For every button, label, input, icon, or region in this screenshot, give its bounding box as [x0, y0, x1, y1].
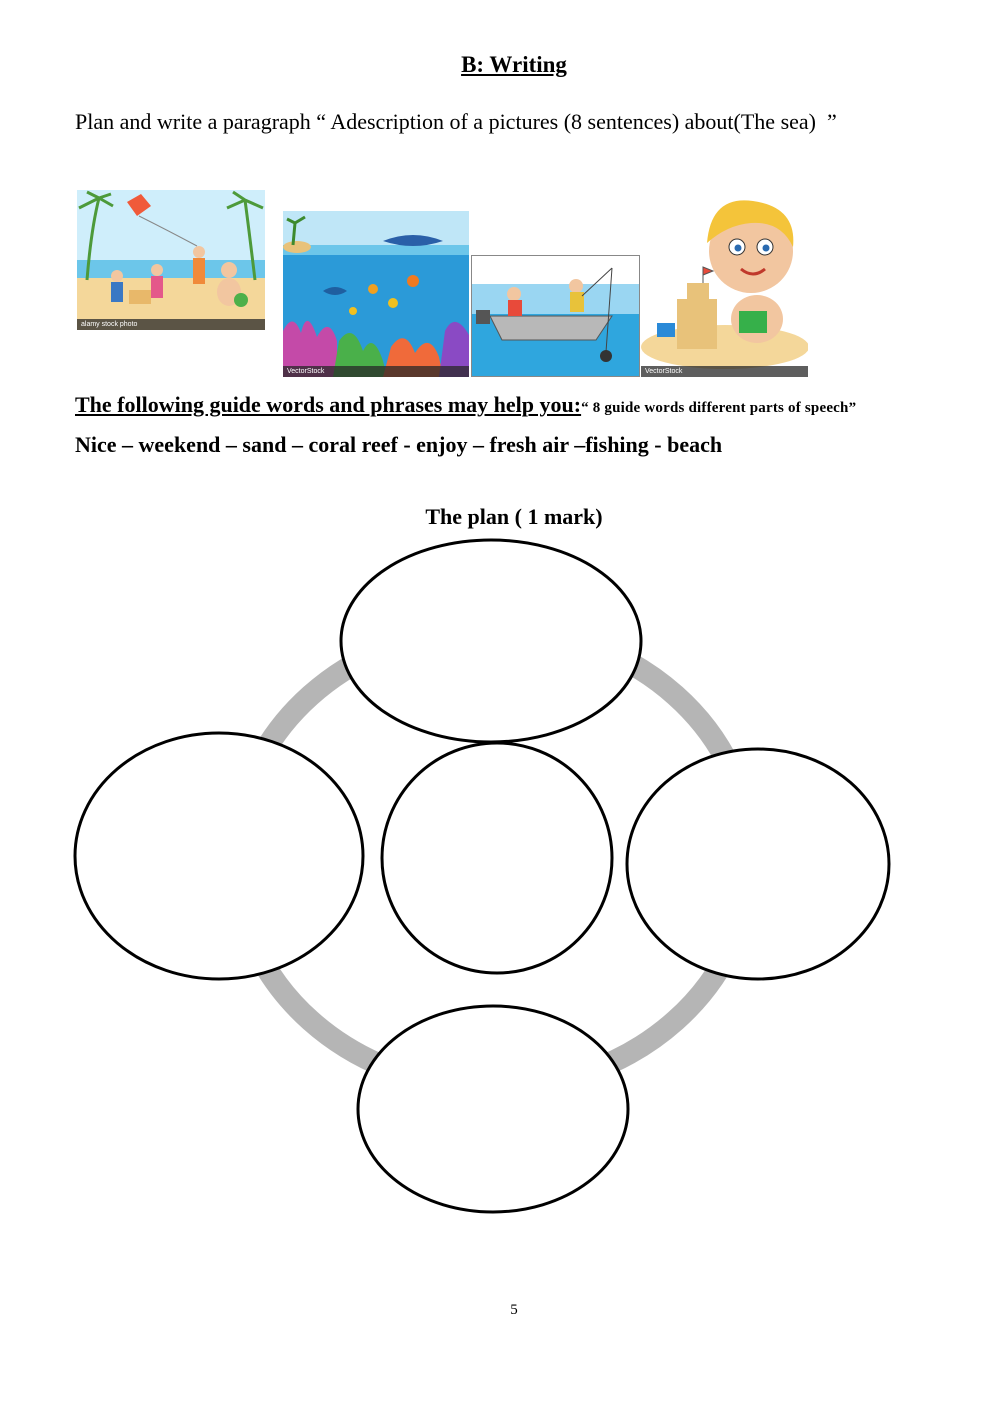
plan-bubble-center[interactable] — [382, 743, 612, 973]
page-number: 5 — [510, 1302, 518, 1318]
picture-watermark: VectorStock — [283, 366, 469, 377]
plan-bubble-right[interactable] — [627, 749, 889, 979]
plan-bubble-bottom[interactable] — [358, 1006, 628, 1212]
guide-note: “ 8 guide words different parts of speech” — [581, 400, 857, 416]
plan-bubble-left[interactable] — [75, 733, 363, 979]
guide-heading: The following guide words and phrases may help you: — [75, 392, 582, 417]
picture-watermark: alamy stock photo — [77, 319, 265, 330]
guide-words: Nice – weekend – sand – coral reef - enjoy – fresh air –fishing - beach — [75, 432, 723, 457]
picture-watermark: VectorStock — [641, 366, 808, 377]
plan-title: The plan ( 1 mark) — [425, 504, 603, 529]
writing-instruction: Plan and write a paragraph “ Adescription of a pictures (8 sentences) about(The sea) ” — [75, 109, 837, 134]
section-heading: B: Writing — [461, 52, 567, 77]
plan-bubble-top[interactable] — [341, 540, 641, 742]
